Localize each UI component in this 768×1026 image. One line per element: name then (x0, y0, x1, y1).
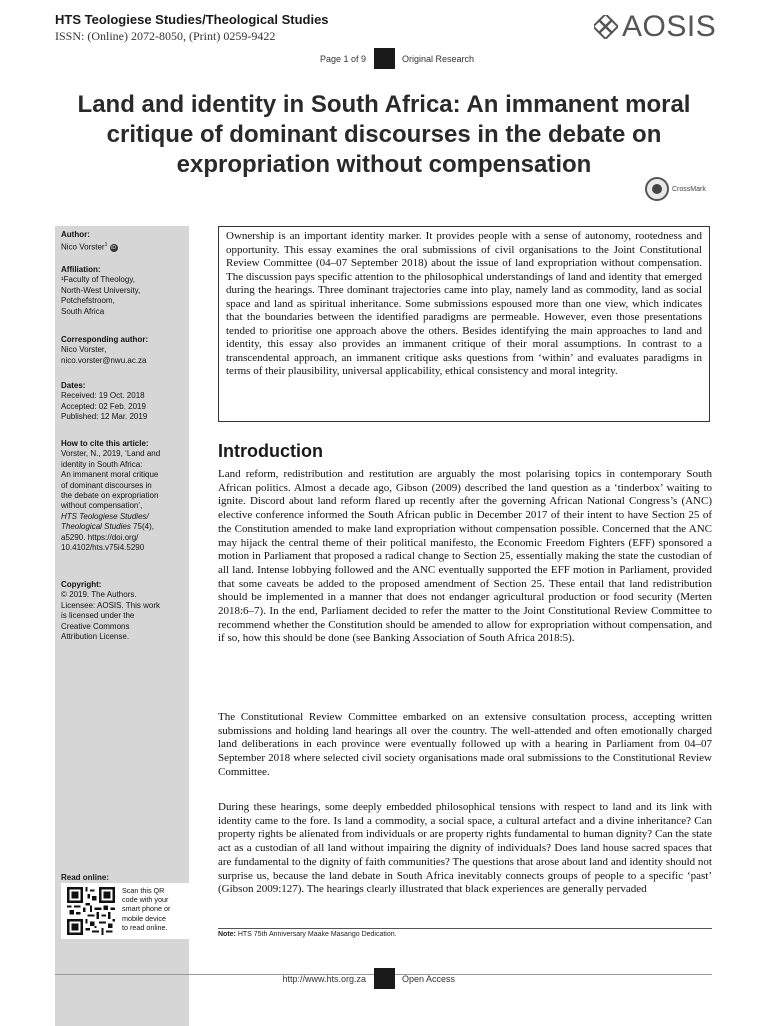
qr-instructions: Scan this QR code with your smart phone or mobile device to read online. (122, 886, 171, 932)
copyright-block (61, 580, 189, 642)
affiliation-block (61, 265, 189, 317)
corresponding-name: Nico Vorster, (61, 345, 107, 355)
citation-doi[interactable]: 10.4102/hts.v75i4.5290 (61, 543, 145, 553)
publisher-name: AOSIS (622, 10, 717, 43)
affiliation-line: ¹Faculty of Theology, (61, 275, 135, 285)
affiliation-heading: Affiliation: (61, 265, 101, 274)
journal-name: HTS Teologiese Studies/Theological Studies (55, 12, 329, 27)
corresponding-email[interactable]: nico.vorster@nwu.ac.za (61, 355, 147, 365)
footer-divider-square (374, 968, 395, 989)
orcid-icon[interactable]: iD (111, 244, 116, 251)
journal-url-link[interactable]: http://www.hts.org.za (282, 974, 366, 984)
footnote-divider (218, 928, 712, 929)
date-published: Published: 12 Mar. 2019 (61, 412, 148, 422)
section-heading-introduction: Introduction (218, 441, 323, 461)
crossmark-label: CrossMark (672, 185, 706, 193)
dates-block (61, 381, 189, 423)
crossmark-icon (645, 177, 669, 201)
copyright-line: © 2019. The Authors. (61, 590, 137, 600)
abstract-box: Ownership is an important identity marker. It provides people with a sense of autonomy, rootedness and opportunity. This essay examines the oral submissions of civil organisations to the Joint Constitutional Review Committee (04–07 September 2018) about the issue of land expropriation without compensation. The discussion pays specific attention to the philosophical understandings of land and identity that emerged during the hearings. Three dominant trajectories came into play, namely land as commodity, land as social space and land as spiritual inheritance. Some submissions espoused more than one view, which indicates that the boundaries between the identified paradigms are permeable. However, even those presentations tended to prioritise one approach above the others. Besides identifying the main approaches to land and identity, this essay also provides an immanent critique of their moral assumptions. In contrast to a transcendental approach, an immanent critique asks questions from ‘within’ and evaluates paradigms in terms of their plausibility, universal applicability, ethical consistency and moral integrity. (218, 226, 710, 422)
article-title: Land and identity in South Africa: An immanent moral critique of dominant discourses in the debate on expropriation without compensation (77, 91, 691, 178)
affiliation-line: South Africa (61, 306, 105, 316)
citation-doi[interactable]: a5290. https://doi.org/ (61, 532, 139, 542)
copyright-line: Attribution License. (61, 632, 130, 642)
copyright-heading: Copyright: (61, 580, 102, 589)
date-accepted: Accepted: 02 Feb. 2019 (61, 401, 146, 411)
publisher-logo (594, 12, 716, 42)
corresponding-heading: Corresponding author: (61, 335, 149, 344)
dates-heading: Dates: (61, 381, 86, 390)
citation-heading: How to cite this article: (61, 439, 149, 448)
affiliation-line: North-West University, (61, 285, 141, 295)
citation-line: identity in South Africa: (61, 459, 143, 469)
citation-line: Vorster, N., 2019, ‘Land and (61, 449, 161, 459)
citation-block (61, 439, 189, 553)
date-received: Received: 19 Oct. 2018 (61, 391, 145, 401)
footnote: Note: HTS 75th Anniversary Maake Masango Dedication. (218, 931, 397, 938)
copyright-line: Creative Commons (61, 621, 130, 631)
header-divider-square (374, 48, 395, 69)
affiliation-line: Potchefstroom, (61, 296, 115, 306)
copyright-line: is licensed under the (61, 611, 135, 621)
citation-journal-line: Theological Studies 75(4), (61, 522, 154, 532)
body-paragraph: During these hearings, some deeply embedded philosophical tensions with respect to land and its link with identity came to the fore. Is land a commodity, a social space, a cultural artefact and a divine inheritance? Can property rights be alienated from individuals or are property rights fundamental to human dignity? Can the state act as a custodian of all land without impairing the dignity of individuals? Does land house sacred spaces that are fundamental to the dignity of faith communities? The questions that arose about land and identity should not surprise us, because the land debate in South Africa inevitably connects groups of people to a specific ‘past’ (Gibson 2009:127). The hearings clearly illustrated that black experiences are generally pervaded (218, 801, 712, 896)
page-number: Page 1 of 9 (319, 54, 366, 64)
author-heading: Author: (61, 230, 90, 239)
citation-line: the debate on expropriation (61, 491, 159, 501)
article-type: Original Research (402, 54, 475, 64)
body-paragraph: The Constitutional Review Committee embarked on an extensive consultation process, accepting written submissions and holding land hearings all over the country. The well-attended and often emotionally charged land deliberations in each province were eventually followed up with a hearing in Parliament from 04–07 September 2018 where selected civil society organisations made oral submissions to the Constitutional Review Committee. (218, 711, 712, 778)
citation-journal: HTS Teologiese Studies/ (61, 511, 149, 521)
citation-line: without compensation’, (61, 501, 143, 511)
crossmark-button[interactable] (645, 177, 706, 201)
citation-line: of dominant discourses in (61, 480, 152, 490)
read-online-heading: Read online: (61, 873, 110, 882)
qr-code-icon[interactable] (67, 887, 115, 935)
author-name: Nico Vorster$^1$ iD (61, 242, 116, 253)
citation-line: An immanent moral critique (61, 470, 159, 480)
author-block (61, 230, 189, 253)
body-paragraph: Land reform, redistribution and restitution are arguably the most polarising topics in contemporary South African politics. Almost a decade ago, Gibson (2009) described the land question as a ‘tinderbox’ waiting to ignite. Discord about land reform flared up recently after the governing African National Congress’s (ANC) elective conference informed the South African public in December 2017 of their intent to have Section 25 of the Constitution amended to make land expropriation without compensation possible. Concerned that the ANC may hijack the central theme of their political manifesto, the Economic Freedom Fighters (EFF) sponsored a motion in Parliament that proposed a radical change to Section 25, essentially making the state the custodian of all land. Intense lobbying followed and the ANC eventually supported the EFF motion in Parliament, provided that some caveats be added to the proposed amendment of Section 25. These entail that land redistribution should be implemented in a manner that does not endanger agricultural production or food security (Merten 2018:6–7). In the end, Parliament decided to refer the matter to the Joint Constitutional Review Committee to recommend whether the Constitution should be amended to allow for expropriation without compensation, and if so, how this should be done (see Banking Association of South Africa 2018:5). (218, 468, 712, 645)
aosis-logo-icon (594, 15, 618, 39)
copyright-line: Licensee: AOSIS. This work (61, 600, 161, 610)
corresponding-block (61, 335, 189, 366)
open-access-label: Open Access (402, 974, 456, 984)
issn-line: ISSN: (Online) 2072-8050, (Print) 0259-9422 (55, 29, 276, 43)
